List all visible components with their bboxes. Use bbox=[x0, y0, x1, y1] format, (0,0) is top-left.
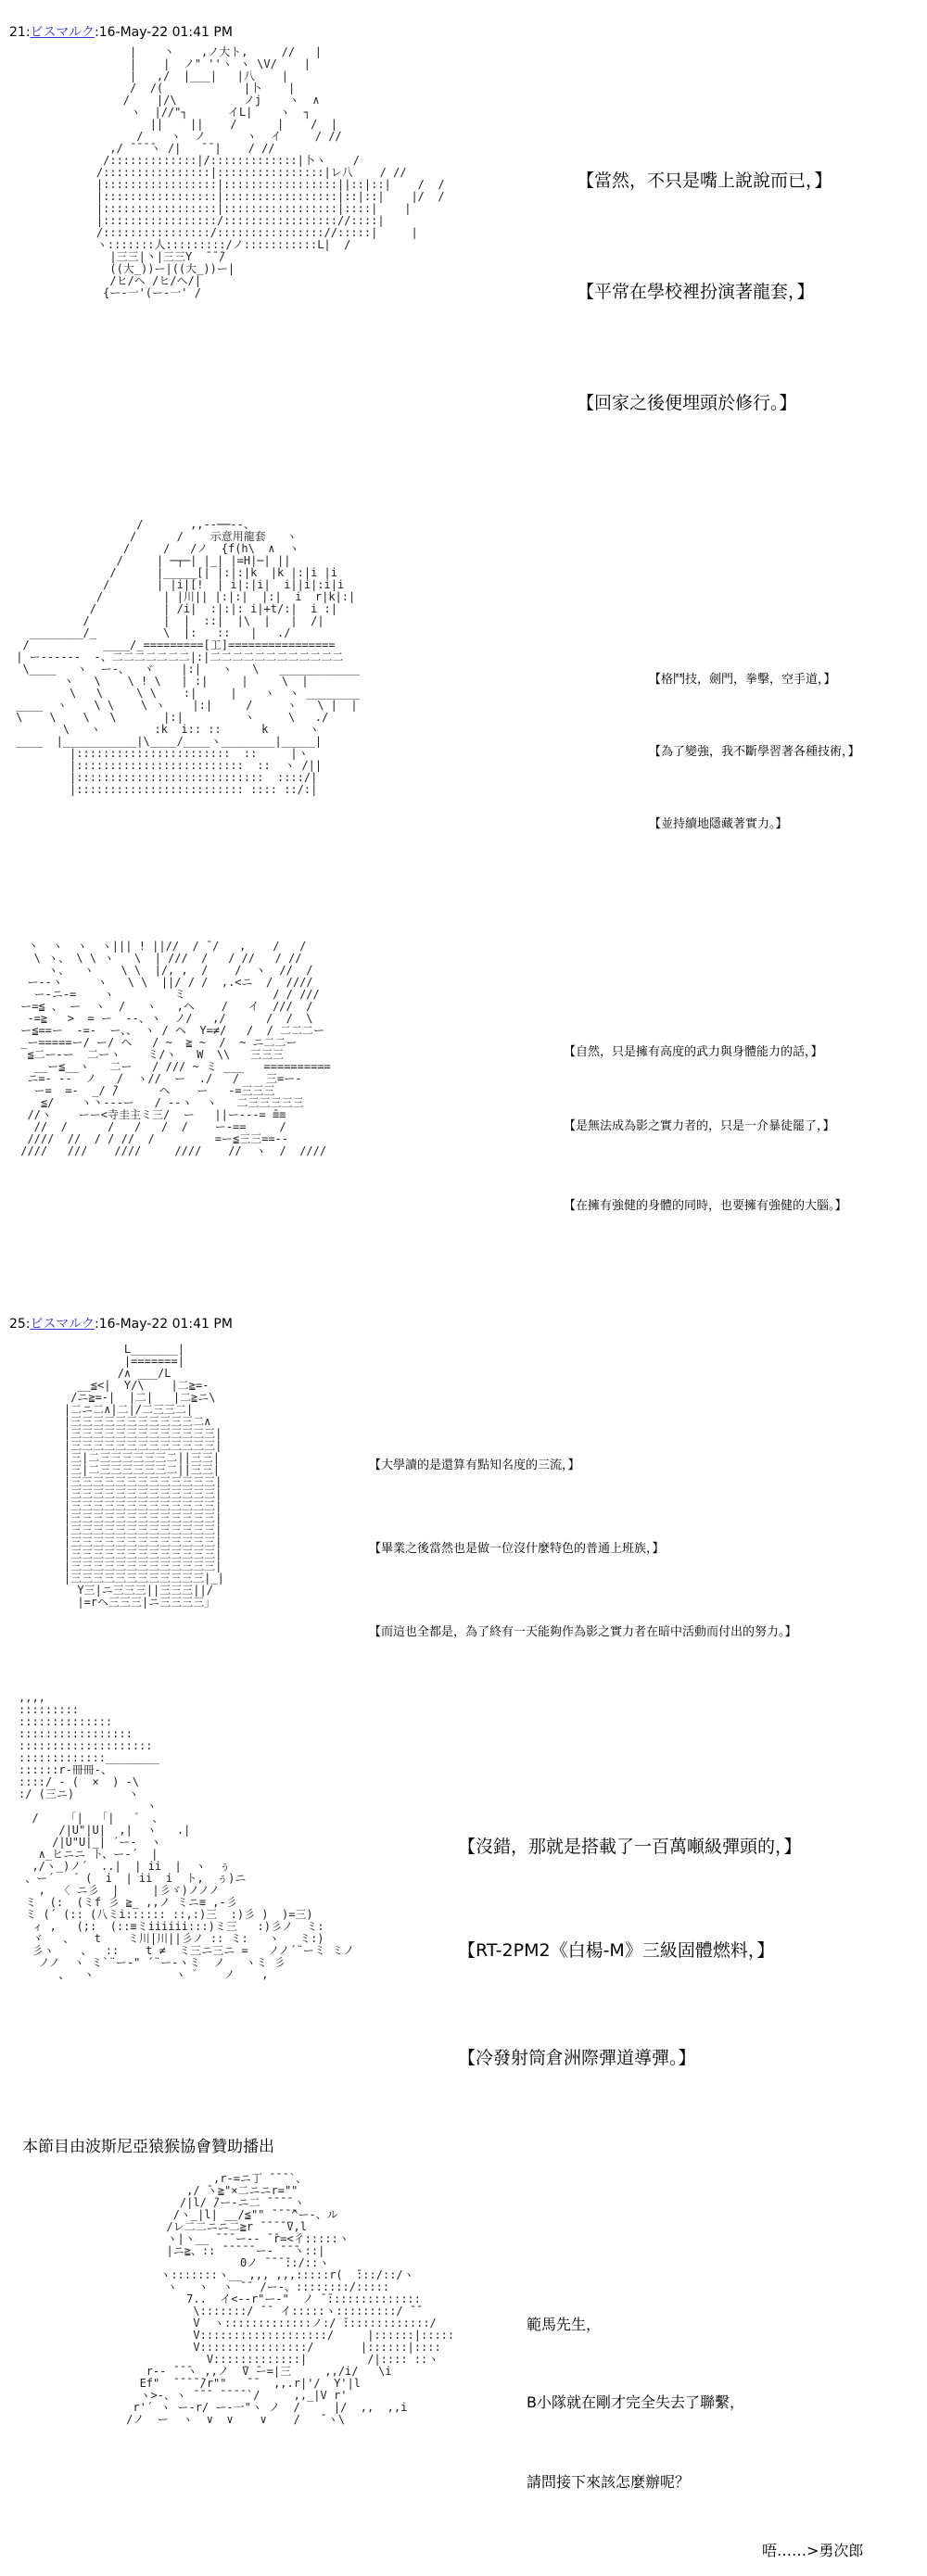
dialogue-line: 範馬先生， bbox=[527, 2316, 602, 2333]
narration-line: 【RT-2PM2《白楊-M》三級固體燃料，】 bbox=[458, 1940, 775, 1961]
post-header bbox=[9, 22, 233, 41]
narration-line: 【而這也全都是，為了終有一天能夠作為影之實力者在暗中活動而付出的努力。】 bbox=[369, 1625, 797, 1639]
post-date: :16-May-22 01:41 PM bbox=[94, 1317, 233, 1332]
narration-line: 【大學讀的是還算有點知名度的三流，】 bbox=[369, 1458, 580, 1472]
dialogue-line: 請問接下來該怎麼辦呢？ bbox=[527, 2473, 691, 2491]
narration-line: 【格鬥技，劍門，拳擊，空手道，】 bbox=[649, 673, 836, 687]
post-date: :16-May-22 01:41 PM bbox=[94, 25, 233, 40]
poster-name-link[interactable]: ビスマルク bbox=[30, 1317, 95, 1332]
ascii-art-fight-scene: 丶 ヽ ヽ ヽ||| ! ||// / ̄ / , / / \ ヽ、 \ \ ヽ \ | /// / / // / // ヽ、 ヽ \ \ |/, , / / ヽ // / ー--ヽ ヽ \ \ ||/ / / ,.<ニ / //// ー-ニ-= ヽ ミ / / /// ー=≦ 、 ー ヽ / ヽ ,ヘ / イ /// / -=≧ > = ー --、ヽ ノ/ ,/ / / \ ー≦==ー -=- ー、、 ヽ / ヘ Y=≠/ / / 二二二ー _ー=====ー/ ー/ ヘ / ~ ≧ ~ / ~ ニ二二ー ≦二ー-ー 二ーヽ ミ/ヽ W \\ 三三三 __ー≦__ヽ 二ー / /// ~ ミ ___ ========== ニ=- -- ノ / ヽ// ー ./ / 三=ー- ー= =- _/ ̄/ ヘ ー -=三三三 ≦/ ヽ丶---ー / --ヽ ヽ 二三三三三三 //ヽ ーー<寺圭主ミ三/ ー ||ー---= ̄≡≡ // / / / / / ー-== / //// // / / // / =ー≦三三==-- //// /// //// //// // ヽ / //// bbox=[20, 940, 331, 1157]
narration-line: 【畢業之後當然也是做一位沒什麼特色的普通上班族，】 bbox=[369, 1542, 665, 1556]
narration-line: 【自然，只是擁有高度的武力與身體能力的話，】 bbox=[564, 1045, 823, 1059]
ascii-art-figure: | 丶 ,ノ大ト, // | | | ノ" ''ヽ ヽ \V/ | | ,/ |___| |八 | / /( |卜 | / |/\ ノj ヽ ∧ ヽ |//"┐ イL| ヽ ┐ || || / | / | / ヽ ノ ヽ イ / // ,/ ̄ ̄ ̄ ̄ヽ /| ̄ ̄ | / // /:::::::::::::|/:::::::::::::|卜ヽ / /::::::::::::::::|::::::::::::::::|レ八 / // |:::::::::::::::::|:::::::::::::::::||::|::| / / |:::::::::::::::::|:::::::::::::::::|::|::| |/ / |:::::::::::::::::|:::::::::::::::::|::::| | |:::::::::::::::::/::::::::::::::::://::::| /::::::::::::::::/:::::::::::::::://:::::| | ヽ:::::::人:::::::::/ノ:::::::::::L| / |三三|丶|三三Y ̄ ̄ ̄/ ((大_))ー|((大_))ー| /ヒ/ヘ /ヒ/ヘ/| {ー-一'(ー-一' / bbox=[95, 45, 445, 299]
ascii-art-officer: ,r-=ニ丁 ̄ ̄ ̄ `、 ,/ ̄ヽ≧"×二ニニr="" /|l/ ̄/ー-ニ二 ̄ ̄ ̄ ̄ ヽ /ヽ_|l| __/≦"" ̄ ̄ ̄ ̄^ー-、ル /レ二二ニニ二≧r ̄ ̄ ̄ ̄ ̄V,l ヽ|ヽ__ ̄ ̄ ̄ ー-- ̄ ̄r=<彳:::::ヽ |ニ≧、:: ̄ ̄ ̄ ̄ ̄ ー- ̄ ̄ ̄ヽ::| 0ノ ̄ ̄ ̄ ̄::/::ヽ ヽ:::::::ヽ__ ,,, ,,,:::::r( ̄:::/::/ヽ ヽ ヽ ヽ ̄ ̄ /ー-、::::::::/::::: 7.. イ<--r"ー-" ノ ̄ ̄:::::::::::::: \:::::::/ ̄ ̄ イ:::::ヽ:::::::::/ ̄ ̄ V ヽ:::::::::::::ノ:/ ̄:::::::::::::/ V:::::::::::::::::::/ |::::::|::::: V::::::::::::::::/ |::::::|:::: V:::::::::::::| /|:::: ::ヽ r-- ̄ ̄ ̄ヽ ,,ノ ̄V ̄ー=|三 ,,/i/ \i Ef" ̄ ̄ ̄ ̄ ̄/r"" ̄ ̄ ,,.r|'/ Y'|l ヽ>-、ヽ ̄ ̄ ̄ ̄ ̄ ̄ ̄ `/ ,,_|V r' r'´ ヽ ー-r/ ー-一"ヽ ノ / |/ ,, ,,i /ノ ー ヽ ∨ ∨ ∨ / ̄ ヽ\ bbox=[126, 2172, 455, 2426]
character-reply: 唔……>勇次郎 bbox=[762, 2542, 864, 2559]
narration-line: 【並持續地隱藏著實力。】 bbox=[649, 817, 788, 831]
ascii-art-building: L_______| |=======| /∧ ___/L __≦<| Y/\ |二≧=- /ニ≧=-| |二| |二≧ニ\ |二ニ二∧|二|/二三三二| |三三三三三三三三三三三二∧ |三三三三三三三三三三三三三| |三三三三三三三三三三三三三| |三|二三三三三三三二||三三| |三|二三三三三三三二||三三| |三三三三三三三三三三三三三| |三三三三三三三三三三三三三| |三三三三三三三三三三三三三| |三三三三三三三三三三三三三| |三三三三三三三三三三三三三| |三三三三三三三三三三三三三| |三三三三三三三三三三三三三| |三三三三三三三三三三三三三| |三三三三三三三三三三三三|_| Y三|ニ三三三||三三三||/ |=rヘ三三三|ニ三三三三」 bbox=[63, 1343, 224, 1609]
narration-line: 【在擁有強健的身體的同時，也要擁有強健的大腦。】 bbox=[564, 1199, 847, 1213]
narration-line: 【冷發射筒倉洲際彈道導彈。】 bbox=[458, 2048, 696, 2068]
post-header bbox=[9, 1314, 233, 1332]
narration-line: 【回家之後便埋頭於修行。】 bbox=[577, 393, 797, 413]
poster-name-link[interactable]: ビスマルク bbox=[30, 25, 95, 40]
narration-line: 【平常在學校裡扮演著龍套，】 bbox=[577, 282, 815, 302]
narration-line: 【當然，不只是嘴上說說而已，】 bbox=[577, 170, 832, 191]
dialogue-line: B小隊就在剛才完全失去了聯繫， bbox=[527, 2393, 744, 2411]
narration-line: 【是無法成為影之實力者的，只是一介暴徒罷了，】 bbox=[564, 1119, 835, 1133]
narration-line: 【沒錯，那就是搭載了一百萬噸級彈頭的，】 bbox=[458, 1837, 802, 1857]
post-number: 21: bbox=[9, 25, 31, 40]
sponsor-credit: 本節目由波斯尼亞猿猴協會贊助播出 bbox=[22, 2138, 274, 2156]
ascii-art-sword-scene: / ,,--──--、 / / 示意用龍套 ヽ / / /ノ {f(h\ ∧ ヽ / | ─┬─| |_| |=H|─| || / |_____[| |:|:|k |k |:|i |i / | |i|[! | i|:|i| i||i|:i|i / | |川|| |:|:| |:| i r|k|:| / | /i| :|:|: i|+t/:| i :| / | | ::| |\ | | /| ________/_ \ |: :: | ./ / ____/_=========[工]================ | ー------ -、二二二二二二二|:|二二二二二二二二二二二二 \____ ヽ ー-、 ヾ |:| ヽ \ ____________ ヽ \ \ ! \ | :| | \ | \ \ \ \ :| | ヽ ヽ ________ ____ ヽ \ \ \ ヽ |:| / ヽ \ | | \ \ \ \ |:| ヽ \ ./ \ ヽ :k i:: :: k ヽ ____ |___________|\____/____ヽ________|_____| |::::::::::::::::::::::: :: |ヽ |::::::::::::::::::::::::: :: ヽ /|| |:::::::::::::::::::::::::::: ::::/| |::::::::::::::::::::::::: :::: ::/:| bbox=[16, 518, 361, 796]
ascii-art-monkey: ,,,, ::::::::: :::::::::::::: ::::::::::::::::: :::::::::::::::::::: :::::::::::::________ ::::::r-冊冊-、 ::::/ - ( × ) -\ :/ (三ニ) ヽ ヽ / 「| 「| ゛ 、 /|U"|U| ,| ヽ .| /|U"U|_| ´ー- ヽ ∧_ヒニニ ト、ー-´ | ,/ヽ_)ノ´ ..| | ii | ヽ ぅ 、ー´ ゛( i | ii i ト, ぅ)ニ , 〈 ニ彡 | |彡ゞ)ノノノ ミ (: (ミf 彡 ≧_ ,,ノ ミニ≡ ,-彡 ミ (´ (:: (八ミi:::::: ::,:)三 :)彡 ) )=三) ィ , (;: (::≡ミiiiiii:::)ミ三 :)彡ノ ミ: ヾ 、 t ミ川|川||彡ノ :: ミ: ヽ ミ:) 彡ヽ 、 :: t ≠ ミ三ニ三ニ = ノノ´¨ーミ ミノ ノノ ヽ ミ`¨ー-" ´¨ー-ヽミ ノ ヽミ 彡 、 ヽ ヽ ゛ ノ , bbox=[19, 1691, 355, 1981]
post-number: 25: bbox=[9, 1317, 31, 1332]
narration-line: 【為了變強，我不斷學習著各種技術，】 bbox=[649, 745, 860, 759]
